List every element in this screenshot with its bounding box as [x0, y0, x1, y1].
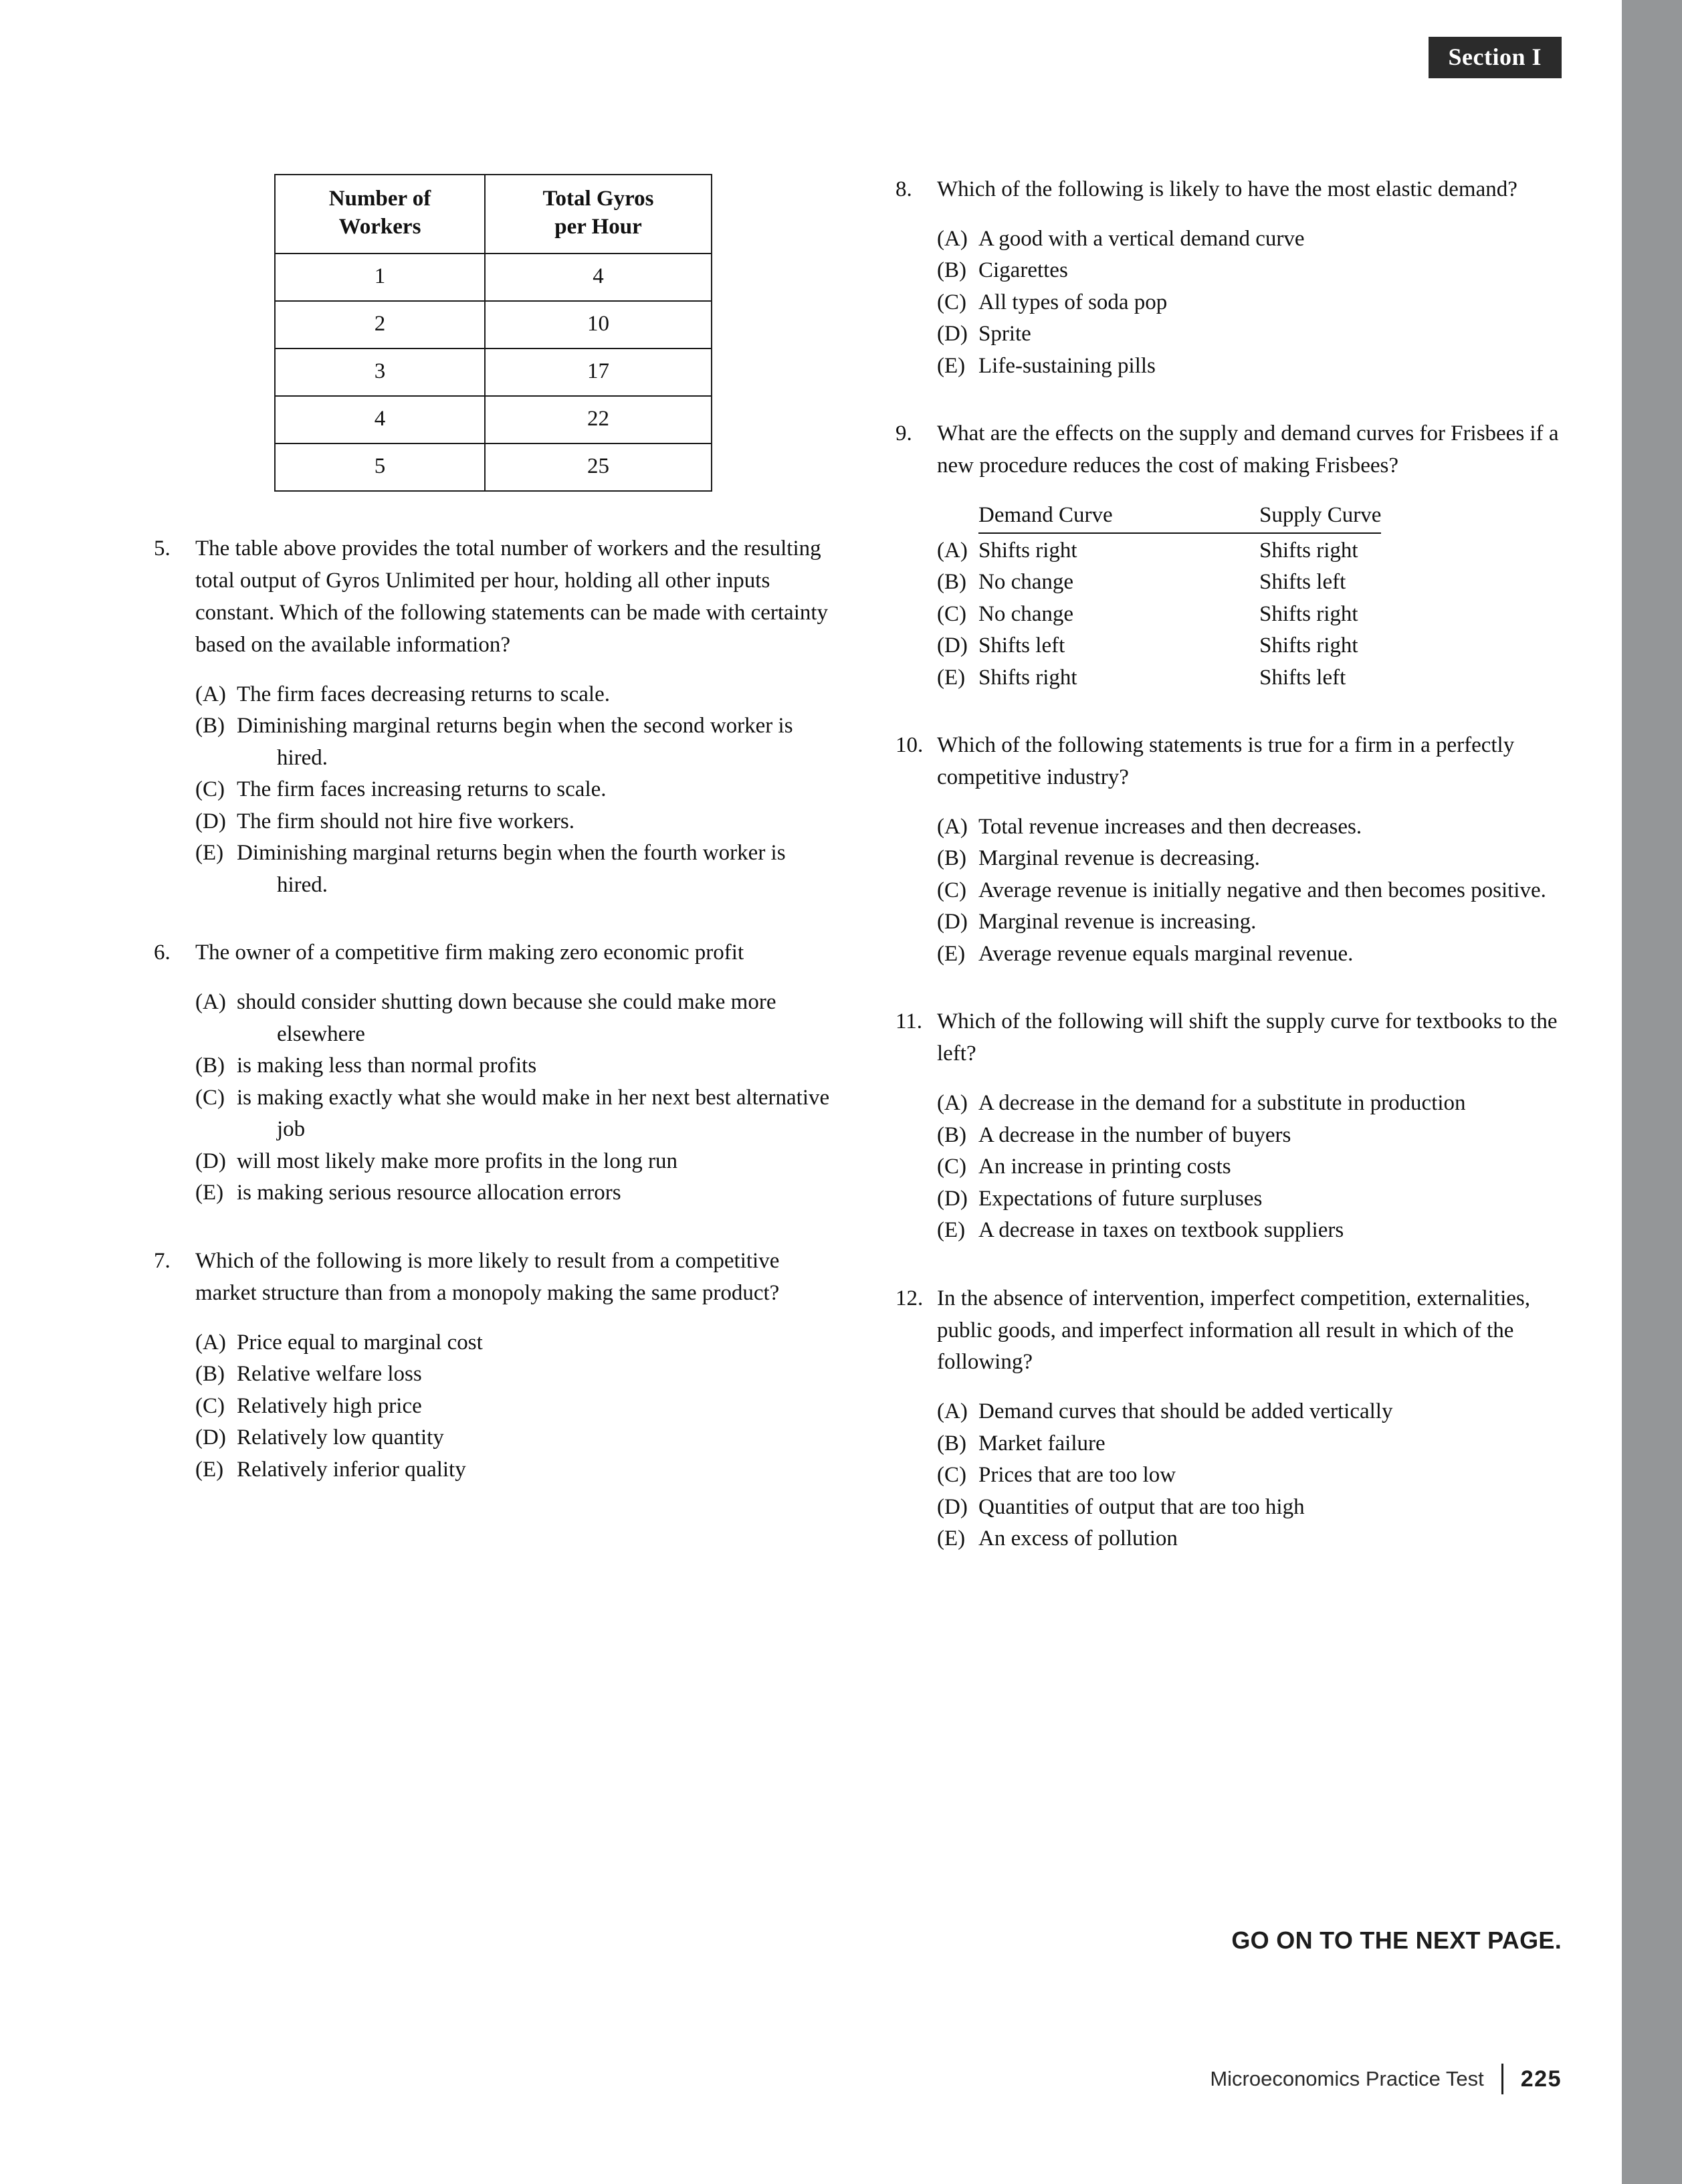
option-e-text: A decrease in taxes on textbook suppliers	[978, 1218, 1344, 1243]
question-9-stem: What are the effects on the supply and demand curves for Frisbees if a new procedure reduces the cost of making Frisbees?	[937, 421, 1559, 478]
right-column	[896, 174, 1578, 1591]
option-c-text: The firm faces increasing returns to scale.	[237, 777, 607, 802]
option-b[interactable]	[195, 710, 837, 774]
option-d[interactable]	[937, 318, 1578, 351]
option-a-text: Price equal to marginal cost	[237, 1330, 483, 1355]
header-gyros-line2: per Hour	[554, 215, 642, 239]
option-c[interactable]	[195, 1082, 837, 1146]
question-6-options	[195, 987, 837, 1209]
option-b-text: is making less than normal profits	[237, 1054, 537, 1078]
footer-divider	[1501, 2064, 1503, 2094]
option-c-text: All types of soda pop	[978, 290, 1168, 314]
table-header-row	[275, 175, 712, 254]
option-a-letter: (A)	[937, 538, 968, 563]
option-a-demand: Shifts right	[978, 538, 1077, 563]
question-5-options	[195, 679, 837, 902]
option-c-demand: No change	[978, 601, 1074, 626]
question-12	[896, 1283, 1578, 1555]
question-6-stem: The owner of a competitive firm making zero economic profit	[195, 940, 744, 965]
option-b-letter: (B)	[195, 1054, 225, 1078]
option-e-letter: (E)	[937, 665, 966, 690]
right-margin-bar	[1622, 0, 1682, 2184]
option-e-letter: (E)	[195, 1181, 224, 1205]
option-b-letter: (B)	[937, 258, 966, 283]
question-11-options	[937, 1088, 1578, 1247]
option-d-letter: (D)	[937, 1186, 968, 1211]
option-b-text: Relative welfare loss	[237, 1362, 422, 1387]
option-d-text: The firm should not hire five workers.	[237, 809, 574, 833]
option-c-supply: Shifts right	[1259, 601, 1358, 626]
section-tab	[1429, 37, 1562, 78]
option-d-letter: (D)	[195, 809, 226, 833]
option-e[interactable]	[937, 938, 1578, 971]
option-d[interactable]	[195, 806, 837, 838]
pair-header-demand: Demand Curve	[978, 500, 1259, 534]
option-e-text: An excess of pollution	[978, 1526, 1178, 1551]
option-d[interactable]	[937, 1183, 1578, 1215]
question-6-header	[154, 937, 837, 969]
cell-gyros: 25	[485, 443, 712, 491]
pair-header-spacer	[937, 500, 978, 534]
option-a-letter: (A)	[937, 814, 968, 839]
question-6	[154, 937, 837, 1209]
header-workers-line1: Number of	[328, 187, 431, 211]
table-row	[275, 301, 712, 349]
option-d-letter: (D)	[937, 322, 968, 346]
option-a-text: should consider shutting down because she could make more elsewhere	[237, 990, 776, 1046]
option-e[interactable]	[937, 1215, 1578, 1247]
option-b-text: Cigarettes	[978, 258, 1068, 283]
option-c[interactable]	[195, 1391, 837, 1423]
option-a[interactable]	[937, 1088, 1578, 1120]
table-row	[275, 349, 712, 396]
page-number: 225	[1520, 2066, 1562, 2092]
option-a-letter: (A)	[195, 1330, 226, 1355]
option-e-supply: Shifts left	[1259, 665, 1346, 690]
question-5-header	[154, 533, 837, 661]
option-c-letter: (C)	[195, 1085, 225, 1110]
option-b[interactable]	[195, 1359, 837, 1391]
option-a-text: A good with a vertical demand curve	[978, 226, 1305, 251]
option-e-demand: Shifts right	[978, 665, 1077, 690]
option-a-text: Total revenue increases and then decreases.	[978, 814, 1362, 839]
header-gyros-line1: Total Gyros	[542, 187, 654, 211]
question-11-header	[896, 1006, 1578, 1070]
option-d-text: Expectations of future surpluses	[978, 1186, 1263, 1211]
option-a-text: Demand curves that should be added vertically	[978, 1399, 1393, 1424]
question-8-number: 8.	[896, 177, 912, 201]
option-b[interactable]	[937, 567, 1578, 599]
option-d-text: Sprite	[978, 322, 1031, 346]
option-b-text: A decrease in the number of buyers	[978, 1122, 1291, 1147]
option-c[interactable]	[937, 1460, 1578, 1492]
option-a-letter: (A)	[195, 990, 226, 1015]
question-5-number: 5.	[154, 536, 171, 561]
option-d-letter: (D)	[195, 1149, 226, 1173]
option-d-text: will most likely make more profits in the long run	[237, 1149, 677, 1173]
option-b-supply: Shifts left	[1259, 570, 1346, 595]
option-d-demand: Shifts left	[978, 633, 1065, 658]
option-a-text: The firm faces decreasing returns to scale.	[237, 682, 610, 706]
option-a[interactable]	[937, 535, 1578, 567]
header-workers-line2: Workers	[338, 215, 421, 239]
option-c-text: Relatively high price	[237, 1393, 422, 1418]
option-e-letter: (E)	[937, 353, 966, 378]
gyros-data-table	[274, 174, 712, 492]
option-a-letter: (A)	[937, 226, 968, 251]
option-c-letter: (C)	[195, 1393, 225, 1418]
table-row	[275, 396, 712, 443]
option-d-text: Relatively low quantity	[237, 1425, 444, 1450]
option-c-letter: (C)	[937, 601, 966, 626]
cell-gyros: 10	[485, 301, 712, 349]
go-on-next-page-notice: GO ON TO THE NEXT PAGE.	[1231, 1926, 1562, 1954]
cell-gyros: 4	[485, 254, 712, 301]
option-d[interactable]	[195, 1422, 837, 1454]
option-d[interactable]	[937, 1492, 1578, 1524]
option-c-text: An increase in printing costs	[978, 1155, 1231, 1179]
option-e-text: is making serious resource allocation errors	[237, 1181, 621, 1205]
option-a-text: A decrease in the demand for a substitute in production	[978, 1091, 1466, 1116]
option-b-letter: (B)	[195, 714, 225, 738]
question-7-options	[195, 1327, 837, 1486]
question-7-header	[154, 1246, 837, 1310]
table-row	[275, 254, 712, 301]
table-header-gyros	[485, 175, 712, 254]
question-12-header	[896, 1283, 1578, 1379]
option-b-text: Market failure	[978, 1431, 1106, 1456]
question-10-options	[937, 811, 1578, 971]
option-a[interactable]	[937, 1396, 1578, 1428]
option-c-letter: (C)	[195, 777, 225, 802]
option-b[interactable]	[937, 843, 1578, 875]
option-b-text: Marginal revenue is decreasing.	[978, 846, 1260, 871]
option-e[interactable]	[937, 351, 1578, 383]
cell-gyros: 22	[485, 396, 712, 443]
question-9-number: 9.	[896, 421, 912, 446]
option-a[interactable]	[937, 223, 1578, 256]
question-8-stem: Which of the following is likely to have the most elastic demand?	[937, 177, 1517, 201]
option-c[interactable]	[195, 774, 837, 806]
option-e[interactable]	[195, 1177, 837, 1209]
option-e-text: Diminishing marginal returns begin when the fourth worker is hired.	[237, 841, 786, 897]
question-5	[154, 533, 837, 901]
option-e-text: Relatively inferior quality	[237, 1457, 466, 1482]
option-e-letter: (E)	[195, 841, 224, 866]
option-d-letter: (D)	[937, 633, 968, 658]
question-5-stem: The table above provides the total number of workers and the resulting total output of Gyros Unlimited per hour, holding all other inputs constant. Which of the following statements can be made with certainty based on the available information?	[195, 536, 829, 657]
question-6-number: 6.	[154, 940, 171, 965]
footer-title: Microeconomics Practice Test	[1210, 2067, 1484, 2090]
question-10-number: 10.	[896, 733, 924, 758]
cell-workers: 5	[275, 443, 485, 491]
option-d-supply: Shifts right	[1259, 633, 1358, 658]
question-8-options	[937, 223, 1578, 383]
option-e[interactable]	[195, 837, 837, 901]
option-a[interactable]	[195, 987, 837, 1050]
option-e[interactable]	[195, 1454, 837, 1486]
option-a-letter: (A)	[937, 1091, 968, 1116]
left-column	[154, 174, 837, 1591]
question-12-stem: In the absence of intervention, imperfect competition, externalities, public goods, and imperfect information all result in which of the following?	[937, 1286, 1531, 1375]
option-c[interactable]	[937, 599, 1578, 631]
option-d[interactable]	[195, 1146, 837, 1178]
option-c[interactable]	[937, 287, 1578, 319]
option-a-supply: Shifts right	[1259, 538, 1358, 563]
question-8	[896, 174, 1578, 382]
question-8-header	[896, 174, 1578, 206]
option-e-text: Average revenue equals marginal revenue.	[978, 941, 1354, 966]
option-b[interactable]	[937, 255, 1578, 287]
gyros-table-wrapper	[274, 174, 837, 492]
cell-workers: 3	[275, 349, 485, 396]
question-11	[896, 1006, 1578, 1246]
option-b[interactable]	[195, 1050, 837, 1082]
option-b-letter: (B)	[937, 1431, 966, 1456]
option-c[interactable]	[937, 1151, 1578, 1183]
option-a[interactable]	[937, 811, 1578, 843]
table-row	[275, 443, 712, 491]
option-c-text: Prices that are too low	[978, 1463, 1176, 1488]
option-d-text: Quantities of output that are too high	[978, 1494, 1305, 1519]
page-footer	[1210, 2064, 1562, 2094]
option-e-letter: (E)	[195, 1457, 224, 1482]
option-b[interactable]	[937, 1120, 1578, 1152]
option-c-text: is making exactly what she would make in her next best alternative job	[237, 1085, 830, 1142]
question-7	[154, 1246, 837, 1486]
two-column-body	[154, 174, 1578, 1591]
cell-gyros: 17	[485, 349, 712, 396]
option-c-letter: (C)	[937, 290, 966, 314]
option-b-letter: (B)	[937, 570, 966, 595]
option-e-letter: (E)	[937, 1526, 966, 1551]
option-d[interactable]	[937, 630, 1578, 662]
cell-workers: 1	[275, 254, 485, 301]
section-tab-label: Section I	[1448, 43, 1542, 70]
option-a[interactable]	[195, 679, 837, 711]
question-12-options	[937, 1396, 1578, 1555]
option-e-text: Life-sustaining pills	[978, 353, 1156, 378]
option-c-text: Average revenue is initially negative and then becomes positive.	[978, 878, 1546, 902]
question-9-header	[896, 418, 1578, 482]
option-b[interactable]	[937, 1428, 1578, 1460]
option-d-text: Marginal revenue is increasing.	[978, 910, 1257, 934]
option-b-letter: (B)	[937, 1122, 966, 1147]
option-e[interactable]	[937, 1523, 1578, 1555]
option-e-letter: (E)	[937, 1218, 966, 1243]
option-b-text: Diminishing marginal returns begin when the second worker is hired.	[237, 714, 793, 770]
question-11-number: 11.	[896, 1009, 923, 1034]
question-10-stem: Which of the following statements is true for a firm in a perfectly competitive industry?	[937, 733, 1515, 790]
option-b-letter: (B)	[937, 846, 966, 871]
option-e[interactable]	[937, 662, 1578, 694]
option-a[interactable]	[195, 1327, 837, 1359]
option-c-letter: (C)	[937, 878, 966, 902]
question-12-number: 12.	[896, 1286, 924, 1310]
cell-workers: 4	[275, 396, 485, 443]
pair-header-supply: Supply Curve	[1259, 500, 1381, 534]
option-d-letter: (D)	[937, 910, 968, 934]
option-b-letter: (B)	[195, 1362, 225, 1387]
question-10-header	[896, 730, 1578, 794]
option-c-letter: (C)	[937, 1155, 966, 1179]
question-9-options	[896, 500, 1578, 694]
question-11-stem: Which of the following will shift the supply curve for textbooks to the left?	[937, 1009, 1558, 1066]
question-7-stem: Which of the following is more likely to result from a competitive market structure than from a monopoly making the same product?	[195, 1248, 780, 1305]
pair-column-headers	[937, 500, 1578, 534]
cell-workers: 2	[275, 301, 485, 349]
option-a-letter: (A)	[937, 1399, 968, 1424]
option-c[interactable]	[937, 875, 1578, 907]
option-e-letter: (E)	[937, 941, 966, 966]
question-10	[896, 730, 1578, 970]
option-c-letter: (C)	[937, 1463, 966, 1488]
table-header-workers	[275, 175, 485, 254]
option-d-letter: (D)	[195, 1425, 226, 1450]
option-b-demand: No change	[978, 570, 1074, 595]
option-a-letter: (A)	[195, 682, 226, 706]
question-9	[896, 418, 1578, 694]
option-d-letter: (D)	[937, 1494, 968, 1519]
question-7-number: 7.	[154, 1248, 171, 1273]
option-d[interactable]	[937, 906, 1578, 938]
